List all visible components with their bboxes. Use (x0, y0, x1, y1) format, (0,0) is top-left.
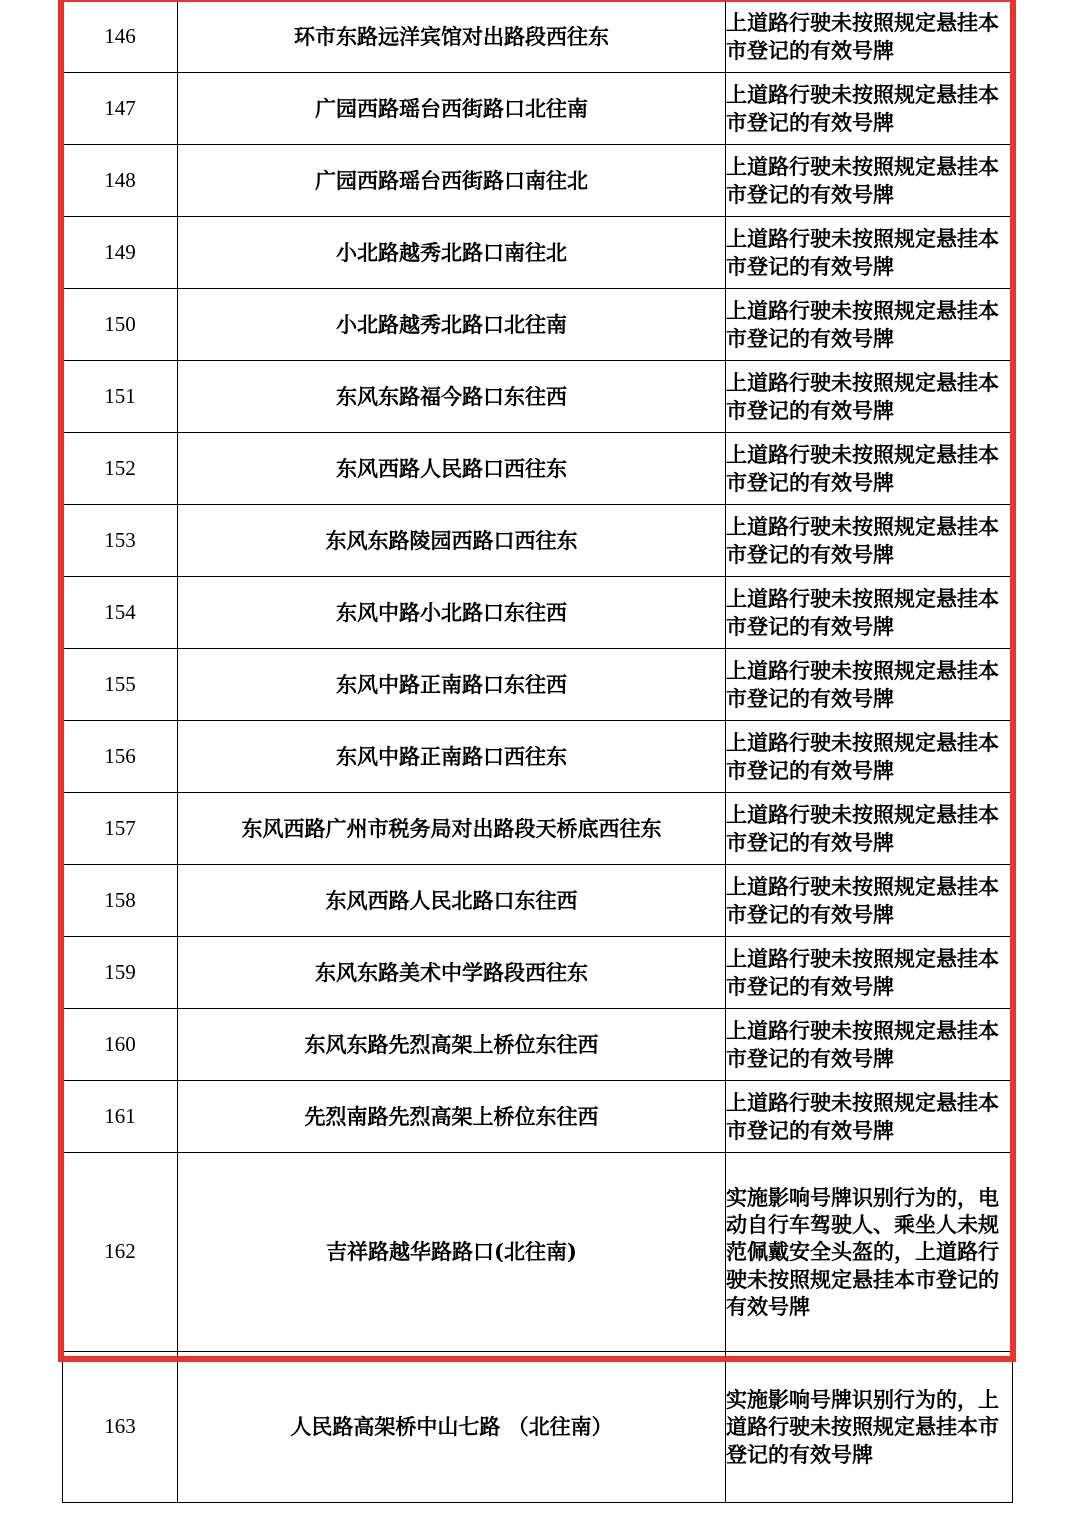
row-location: 广园西路瑶台西街路口南往北 (178, 145, 726, 217)
table-row (63, 433, 1013, 505)
table-row (63, 145, 1013, 217)
row-number: 155 (63, 649, 178, 721)
row-location: 东风东路陵园西路口西往东 (178, 505, 726, 577)
row-action: 实施影响号牌识别行为的，电动自行车驾驶人、乘坐人未规范佩戴安全头盔的，上道路行驶未按照规定悬挂本市登记的有效号牌 (726, 1153, 1013, 1352)
row-number: 150 (63, 289, 178, 361)
row-location: 东风中路正南路口东往西 (178, 649, 726, 721)
row-number: 146 (63, 1, 178, 73)
row-action: 实施影响号牌识别行为的，上道路行驶未按照规定悬挂本市登记的有效号牌 (726, 1352, 1013, 1503)
row-location: 东风东路美术中学路段西往东 (178, 937, 726, 1009)
row-location: 东风中路小北路口东往西 (178, 577, 726, 649)
table-row (63, 289, 1013, 361)
row-action: 上道路行驶未按照规定悬挂本市登记的有效号牌 (726, 865, 1013, 937)
row-action: 上道路行驶未按照规定悬挂本市登记的有效号牌 (726, 649, 1013, 721)
row-location: 东风中路正南路口西往东 (178, 721, 726, 793)
row-number: 157 (63, 793, 178, 865)
table-row (63, 1081, 1013, 1153)
row-location: 环市东路远洋宾馆对出路段西往东 (178, 1, 726, 73)
row-number: 149 (63, 217, 178, 289)
row-action: 上道路行驶未按照规定悬挂本市登记的有效号牌 (726, 145, 1013, 217)
table-row (63, 865, 1013, 937)
row-number: 161 (63, 1081, 178, 1153)
row-action: 上道路行驶未按照规定悬挂本市登记的有效号牌 (726, 793, 1013, 865)
row-action: 上道路行驶未按照规定悬挂本市登记的有效号牌 (726, 217, 1013, 289)
row-number: 152 (63, 433, 178, 505)
row-number: 160 (63, 1009, 178, 1081)
table-row (63, 361, 1013, 433)
row-action: 上道路行驶未按照规定悬挂本市登记的有效号牌 (726, 361, 1013, 433)
table-row (63, 649, 1013, 721)
table-row (63, 793, 1013, 865)
row-location: 东风西路人民路口西往东 (178, 433, 726, 505)
table-row (63, 1153, 1013, 1352)
row-number: 163 (63, 1352, 178, 1503)
row-action: 上道路行驶未按照规定悬挂本市登记的有效号牌 (726, 289, 1013, 361)
table-row (63, 217, 1013, 289)
table-row (63, 505, 1013, 577)
row-number: 159 (63, 937, 178, 1009)
table-row (63, 1, 1013, 73)
row-location: 东风东路福今路口东往西 (178, 361, 726, 433)
row-action: 上道路行驶未按照规定悬挂本市登记的有效号牌 (726, 433, 1013, 505)
row-number: 151 (63, 361, 178, 433)
table-body (63, 1, 1013, 1503)
row-action: 上道路行驶未按照规定悬挂本市登记的有效号牌 (726, 1, 1013, 73)
violation-table (62, 0, 1013, 1503)
table-row (63, 73, 1013, 145)
row-number: 154 (63, 577, 178, 649)
table-row (63, 721, 1013, 793)
row-location: 小北路越秀北路口北往南 (178, 289, 726, 361)
table-row (63, 937, 1013, 1009)
table-row (63, 1009, 1013, 1081)
row-number: 148 (63, 145, 178, 217)
row-location: 东风东路先烈高架上桥位东往西 (178, 1009, 726, 1081)
row-location: 人民路高架桥中山七路 （北往南） (178, 1352, 726, 1503)
row-action: 上道路行驶未按照规定悬挂本市登记的有效号牌 (726, 721, 1013, 793)
row-location: 吉祥路越华路路口(北往南) (178, 1153, 726, 1352)
row-action: 上道路行驶未按照规定悬挂本市登记的有效号牌 (726, 1009, 1013, 1081)
row-location: 小北路越秀北路口南往北 (178, 217, 726, 289)
row-location: 东风西路人民北路口东往西 (178, 865, 726, 937)
table-row (63, 577, 1013, 649)
row-action: 上道路行驶未按照规定悬挂本市登记的有效号牌 (726, 505, 1013, 577)
row-location: 先烈南路先烈高架上桥位东往西 (178, 1081, 726, 1153)
row-action: 上道路行驶未按照规定悬挂本市登记的有效号牌 (726, 577, 1013, 649)
row-number: 156 (63, 721, 178, 793)
row-location: 广园西路瑶台西街路口北往南 (178, 73, 726, 145)
row-action: 上道路行驶未按照规定悬挂本市登记的有效号牌 (726, 73, 1013, 145)
row-number: 158 (63, 865, 178, 937)
row-number: 162 (63, 1153, 178, 1352)
row-number: 147 (63, 73, 178, 145)
table-row (63, 1352, 1013, 1503)
row-action: 上道路行驶未按照规定悬挂本市登记的有效号牌 (726, 937, 1013, 1009)
row-action: 上道路行驶未按照规定悬挂本市登记的有效号牌 (726, 1081, 1013, 1153)
row-location: 东风西路广州市税务局对出路段天桥底西往东 (178, 793, 726, 865)
row-number: 153 (63, 505, 178, 577)
